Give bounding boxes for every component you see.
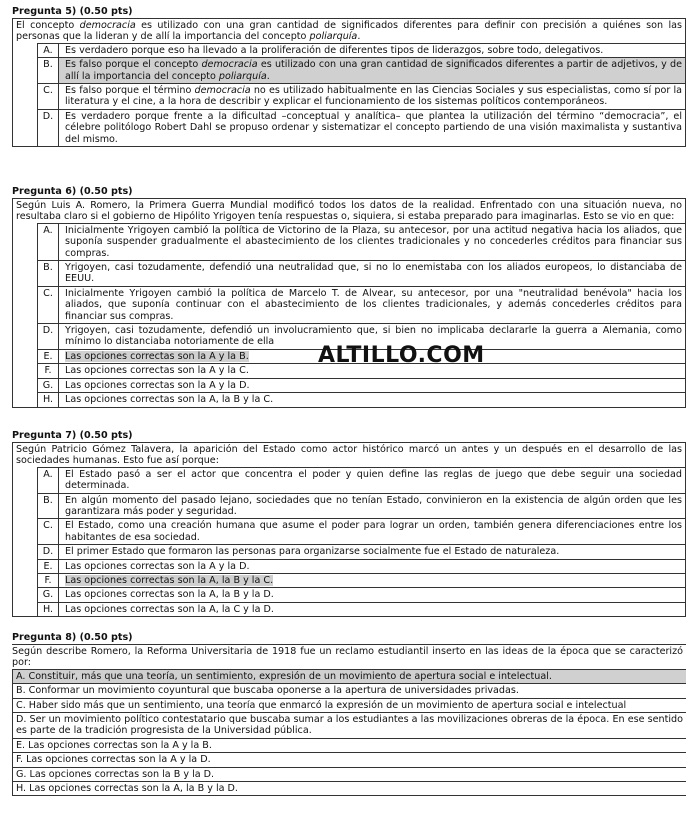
option-8d: D. Ser un movimiento político contestatario que buscaba sumar a los estudiantes a las movilizaciones obreras de la época. En ese sentido es parte de la tradición progresista de la Universidad pública. xyxy=(12,712,686,738)
question-5-options xyxy=(37,43,685,146)
option-7c: C. El Estado, como una creación humana que asume el poder para lograr un orden, también genera diferenciaciones entre los habitantes de esa sociedad. xyxy=(38,518,685,544)
watermark: ALTILLO.COM xyxy=(318,343,485,368)
option-7a: A. El Estado pasó a ser el actor que concentra el poder y quien define las reglas de juego que debe seguir una sociedad determinada. xyxy=(38,467,685,493)
question-7-box xyxy=(12,442,686,617)
option-7h: H. Las opciones correctas son la A, la C y la D. xyxy=(38,602,685,616)
question-8-stem: Según describe Romero, la Reforma Universitaria de 1918 fue un reclamo estudiantil inserto en las ideas de la época que se caracterizó por: xyxy=(12,646,683,669)
option-8g: G. Las opciones correctas son la B y la D. xyxy=(12,767,686,781)
option-8e: E. Las opciones correctas son la A y la B. xyxy=(12,738,686,752)
question-6-title: Pregunta 6) (0.50 pts) xyxy=(12,186,133,197)
question-5-box xyxy=(12,18,686,147)
option-8b: B. Conformar un movimiento coyuntural que buscaba oponerse a la apertura de universidades privadas. xyxy=(12,683,686,697)
option-7e: E. Las opciones correctas son la A y la D. xyxy=(38,559,685,573)
question-7 xyxy=(12,430,686,617)
question-8-title: Pregunta 8) (0.50 pts) xyxy=(12,632,133,643)
option-5a: A. Es verdadero porque eso ha llevado a la proliferación de diferentes tipos de liderazgos, sobre todo, delegativos. xyxy=(38,43,685,57)
option-5b: B. Es falso porque el concepto democracia es utilizado con una gran cantidad de significados diferentes a partir de adjetivos, y de allí la importancia del concepto poliarquía. xyxy=(38,57,685,83)
question-6 xyxy=(12,186,686,408)
question-7-title: Pregunta 7) (0.50 pts) xyxy=(12,430,133,441)
question-5 xyxy=(12,6,686,147)
option-8c: C. Haber sido más que un sentimiento, una teoría que enmarcó la expresión de un movimiento de apertura social e intelectual xyxy=(12,698,686,712)
question-5-stem: El concepto democracia es utilizado con una gran cantidad de significados diferentes para definir con precisión a quiénes son las personas que la lideran y de allí la importancia del concepto poliarquía. xyxy=(16,20,683,43)
option-5c: C. Es falso porque el término democracia no es utilizado habitualmente en las Ciencias Sociales y sus especialistas, como sí por la literatura y el cine, a la hora de describir y explicar el funcionamiento de los sistemas políticos contemporáneos. xyxy=(38,83,685,109)
question-5-title: Pregunta 5) (0.50 pts) xyxy=(12,6,133,17)
option-7b: B. En algún momento del pasado lejano, sociedades que no tenían Estado, convinieron en la existencia de algún orden que les garantizara más poder y seguridad. xyxy=(38,493,685,519)
question-6-options xyxy=(37,223,685,407)
question-6-stem: Según Luis A. Romero, la Primera Guerra Mundial modificó todos los datos de la realidad. Enfrentado con una situación nueva, no resultaba claro si el gobierno de Hipólito Yrigoyen tenía respuestas o, siquiera, si estaba preparado para imaginarlas. Esto se vio en que: xyxy=(16,200,682,223)
option-6h: H. Las opciones correctas son la A, la B y la C. xyxy=(38,392,685,406)
option-5d: D. Es verdadero porque frente a la dificultad –conceptual y analítica– que plantea la utilización del término “democracia”, el célebre politólogo Robert Dahl se propuso ordenar y sistematizar el concepto partiendo de una visión maximalista y sustantiva del mismo. xyxy=(38,109,685,146)
question-7-stem: Según Patricio Gómez Talavera, la aparición del Estado como actor histórico marcó un antes y un después en el desarrollo de las sociedades humanas. Esto fue así porque: xyxy=(16,444,682,467)
option-6e: E. Las opciones correctas son la A y la B. xyxy=(38,349,685,363)
option-7d: D. El primer Estado que formaron las personas para organizarse socialmente fue el Estado de naturaleza. xyxy=(38,544,685,558)
option-6c: C. Inicialmente Yrigoyen cambió la política de Marcelo T. de Alvear, su antecesor, por una "neutralidad benévola" hacia los aliados, que suponía continuar con el abastecimiento de los clientes tradicionales, y además concederles créditos para financiar sus compras. xyxy=(38,286,685,323)
question-7-options xyxy=(37,467,685,616)
question-8 xyxy=(12,632,686,796)
question-8-box xyxy=(12,644,686,796)
option-6f: F. Las opciones correctas son la A y la C. xyxy=(38,363,685,377)
option-6g: G. Las opciones correctas son la A y la D. xyxy=(38,378,685,392)
option-7f: F. Las opciones correctas son la A, la B y la C. xyxy=(38,573,685,587)
question-8-options xyxy=(12,669,686,797)
option-6d: D. Yrigoyen, casi tozudamente, defendió un involucramiento que, si bien no implicaba declararle la guerra a Alemania, como mínimo lo distanciaba notoriamente de ella xyxy=(38,323,685,349)
question-6-box xyxy=(12,198,686,408)
option-8f: F. Las opciones correctas son la A y la D. xyxy=(12,752,686,766)
option-7g: G. Las opciones correctas son la A, la B y la D. xyxy=(38,587,685,601)
selected-answer-5b: Es falso porque el concepto democracia es utilizado con una gran cantidad de significados diferentes a partir de adjetivos, y de allí la importancia del concepto poliarquía. xyxy=(59,58,685,83)
selected-answer-7f: Las opciones correctas son la A, la B y la C. xyxy=(65,575,274,587)
option-8a: A. Constituir, más que una teoría, un sentimiento, expresión de un movimiento de apertura social e intelectual. xyxy=(12,669,686,683)
selected-answer-6e: Las opciones correctas son la A y la B. xyxy=(65,350,249,362)
option-6a: A. Inicialmente Yrigoyen cambió la política de Victorino de la Plaza, su antecesor, por una actitud negativa hacia los aliados, que suponía suspender gradualmente el abastecimiento de los clientes tradicionales y no concederles créditos para financiar sus compras. xyxy=(38,223,685,260)
option-6b: B. Yrigoyen, casi tozudamente, defendió una neutralidad que, si no lo enemistaba con los aliados europeos, lo distanciaba de EEUU. xyxy=(38,260,685,286)
option-8h: H. Las opciones correctas son la A, la B y la D. xyxy=(12,781,686,796)
